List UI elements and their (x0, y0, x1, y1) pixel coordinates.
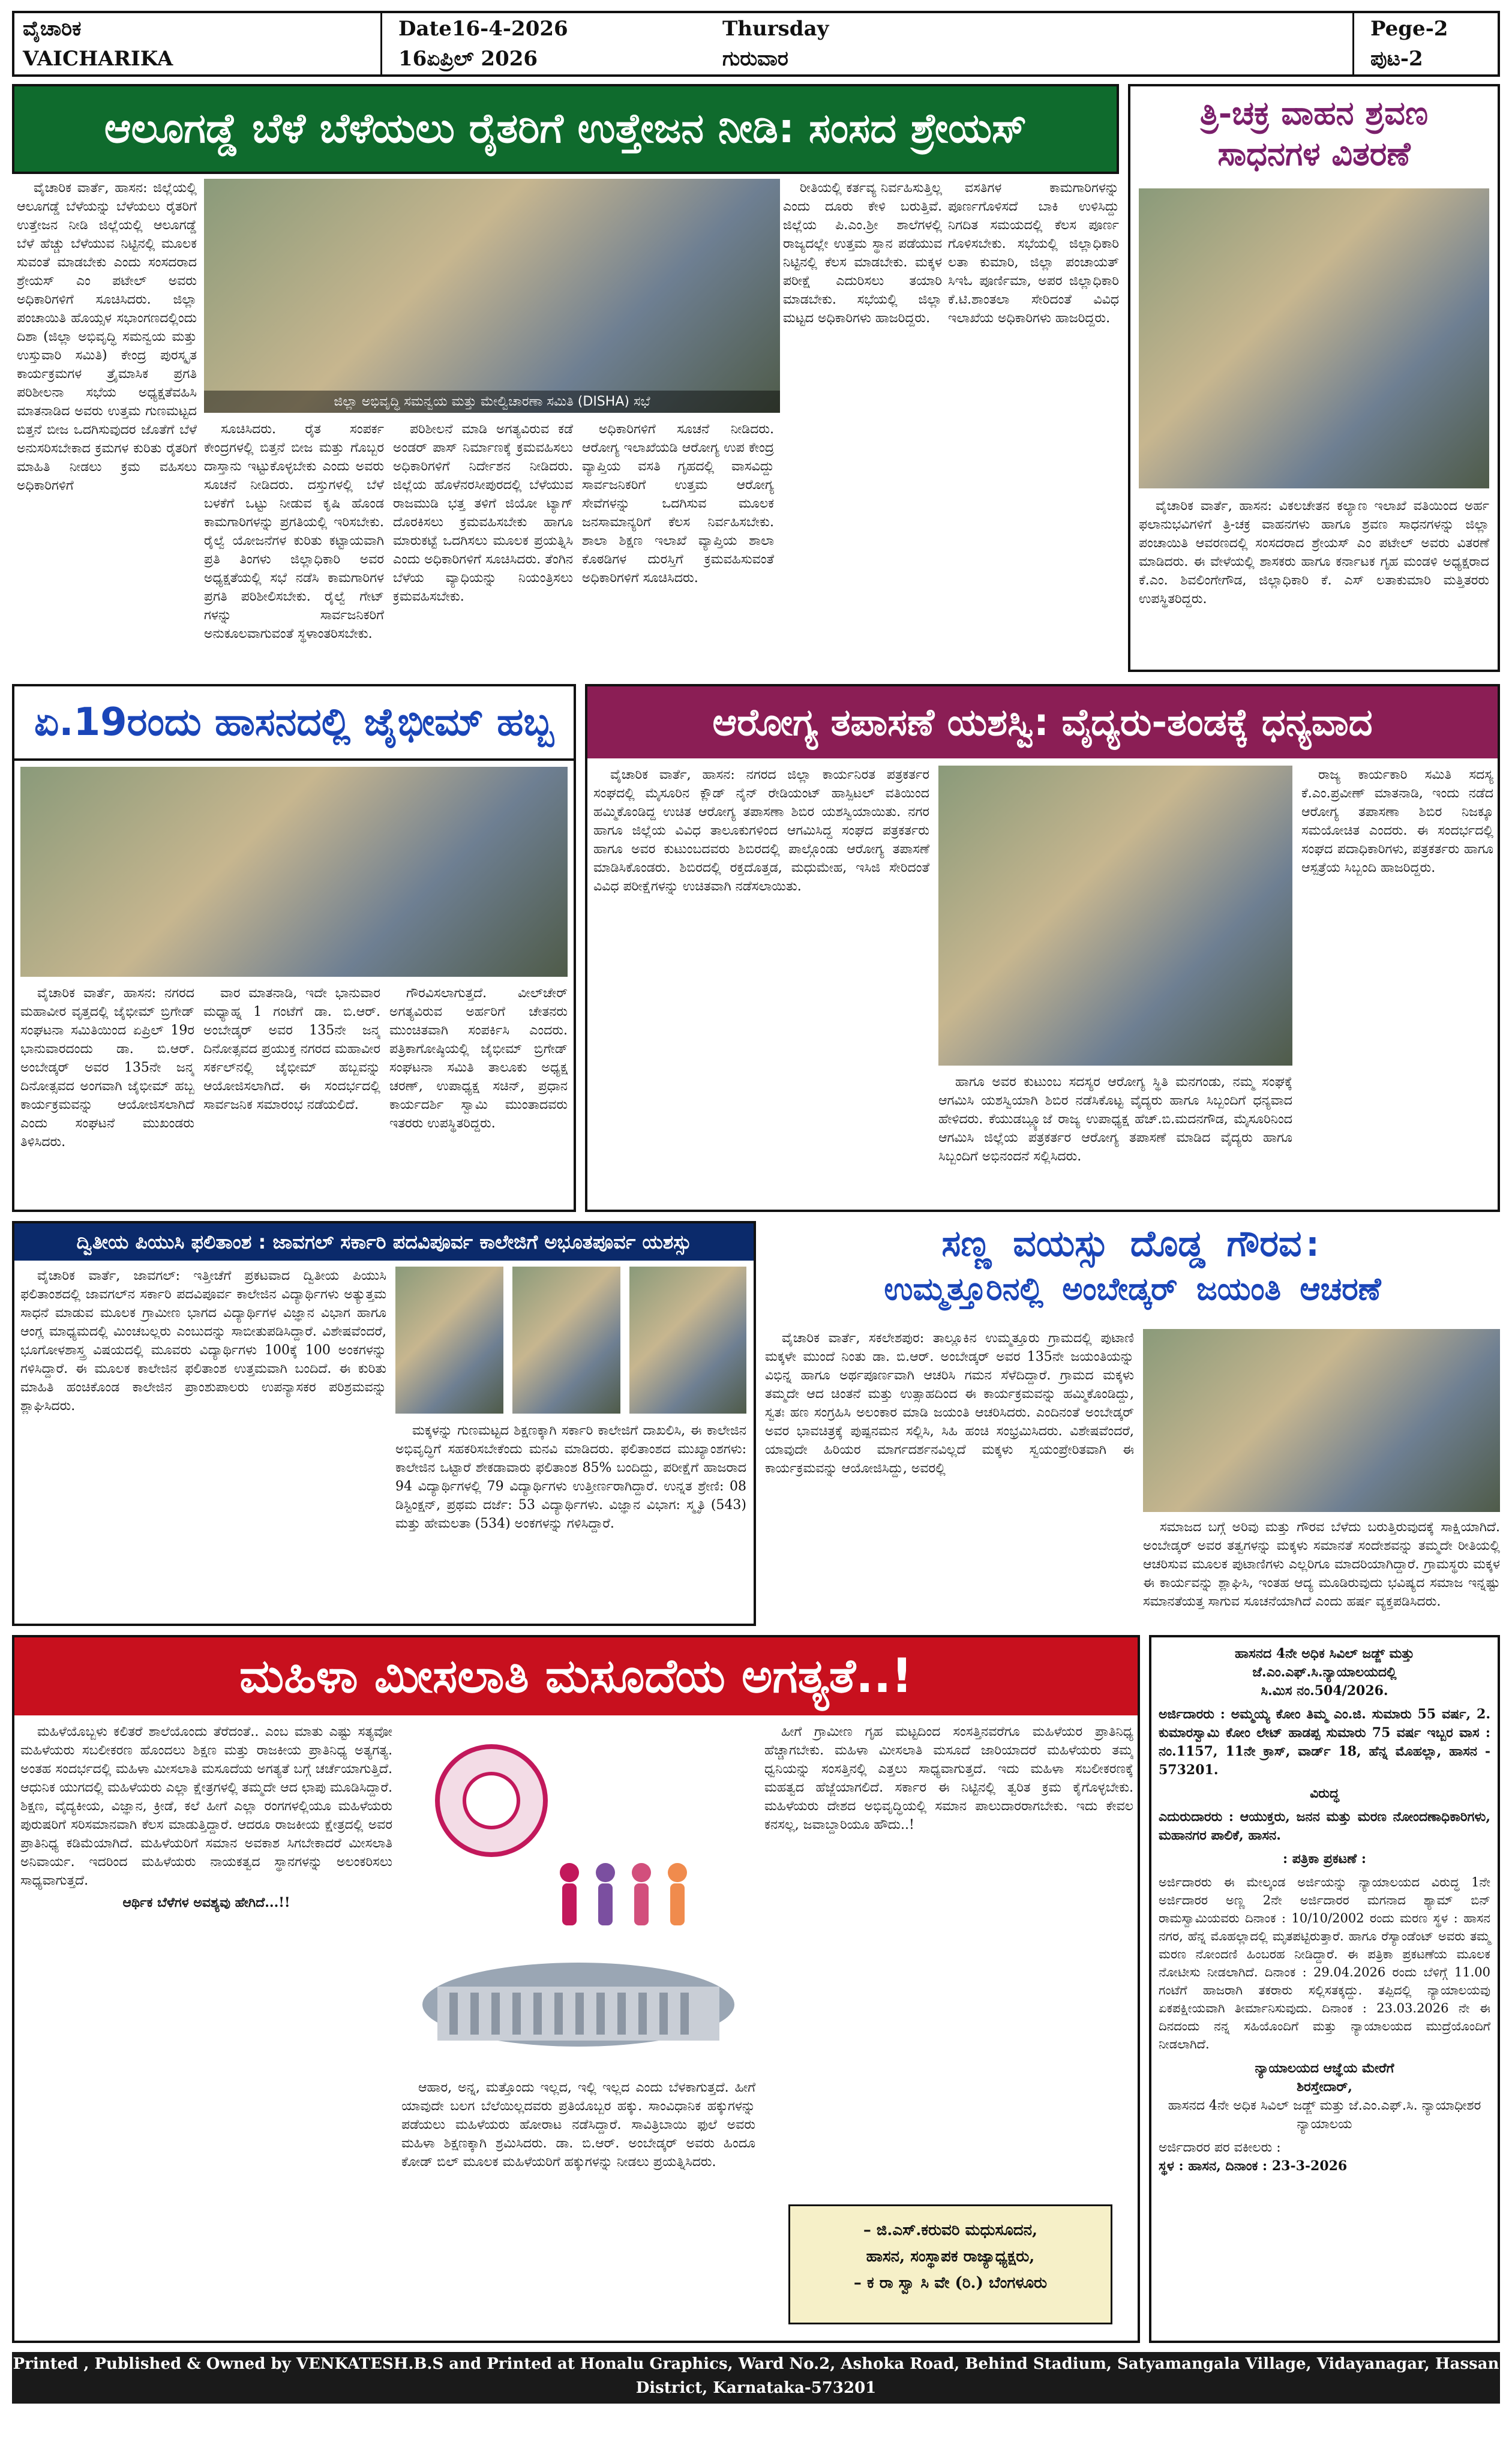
page-number-english: Pege-2 (1370, 17, 1448, 41)
imprint-line2: and Published at House No.155, Ward No.13, Laksmi Nilaya, Vidyuth Nagara , Opposite MCE College , Salagame Road, Hassan-573201, Karnataka. Editor: VENKATESH.B.S (79, 2403, 1433, 2445)
story5-body: ವೈಚಾರಿಕ ವಾರ್ತೆ, ಜಾವಗಲ್: ಇತ್ತೀಚೆಗೆ ಪ್ರಕಟವಾದ ದ್ವಿತೀಯ ಪಿಯುಸಿ ಫಲಿತಾಂಶದಲ್ಲಿ ಜಾವಗಲ್‌ನ ಸರ್ಕಾರಿ ಪದವಿಪೂರ್ವ ಕಾಲೇಜಿನ ವಿದ್ಯಾರ್ಥಿಗಳು ಅತ್ಯುತ್ತಮ ಸಾಧನೆ ಮಾಡುವ ಮೂಲಕ ಗ್ರಾಮೀಣ ಭಾಗದ ವಿದ್ಯಾರ್ಥಿಗಳ ವಿಜ್ಞಾನ ವಿಭಾಗ ಹಾಗೂ ಆಂಗ್ಲ ಮಾಧ್ಯಮದಲ್ಲಿ ಮಿಂಚಬಲ್ಲರು ಎಂಬುದನ್ನು ಸಾಬೀತುಪಡಿಸಿದ್ದಾರೆ. ವಿಶೇಷವೆಂದರೆ, ಭೂಗೋಳಶಾಸ್ತ್ರ ವಿಷಯದಲ್ಲಿ ಮೂವರು ವಿದ್ಯಾರ್ಥಿಗಳು 100ಕ್ಕೆ 100 ಅಂಕಗಳನ್ನು ಗಳಿಸಿದ್ದಾರೆ. ಈ ಮೂಲಕ ಕಾಲೇಜಿನ ಫಲಿತಾಂಶ ಉತ್ತಮವಾಗಿ ಬಂದಿದೆ. ಈ ಕುರಿತು ಮಾಹಿತಿ ಹಂಚಿಕೊಂಡ ಕಾಲೇಜಿನ ಪ್ರಾಂಶುಪಾಲರು ಉಪನ್ಯಾಸಕರ ಪರಿಶ್ರಮವನ್ನು ಶ್ಲಾಘಿಸಿದರು. (20, 1268, 386, 1414)
story3-column-3: ಗೌರವಿಸಲಾಗುತ್ತದೆ. ವೀಲ್‌ಚೇರ್ ಅಗತ್ಯವಿರುವ ಅರ್ಹರಿಗೆ ಚೇತನರು ಮುಂಚಿತವಾಗಿ ಸಂಪರ್ಕಿಸಿ ಎಂದರು. ಪತ್ರಿಕಾಗೋಷ್ಠಿಯಲ್ಲಿ ಜೈಭೀಮ್ ಬ್ರಿಗೇಡ್ ಸಂಘಟನಾ ಸಮಿತಿ ತಾಲೂಕು ಅಧ್ಯಕ್ಷ ಚರಣ್, ಉಪಾಧ್ಯಕ್ಷ ಸಚಿನ್, ಪ್ರಧಾನ ಕಾರ್ಯದರ್ಶಿ ಸ್ವಾಮಿ ಮುಂತಾದವರು ಇತರರು ಉಪಸ್ಥಿತರಿದ್ದರು. (389, 986, 568, 1131)
applicant-details: ಅರ್ಜಿದಾರರು : ಅಮ್ಮಯ್ಯ ಕೋಂ ತಿಮ್ಮ ಎಂ.ಜಿ. ಸುಮಾರು 55 ವರ್ಷ, 2. ಕುಮಾರಸ್ವಾಮಿ ಕೋಂ ಲೇಟ್ ಹಾಡಪ್ಪ ಸುಮಾರು 75 ವರ್ಷ ಇಬ್ಬರ ವಾಸ : ನಂ.1157, 11ನೇ ಕ್ರಾಸ್, ವಾರ್ಡ್ 18, ಹೆನ್ನ ಮೊಹಲ್ಲಾ, ಹಾಸನ - 573201. (1159, 1706, 1490, 1778)
women-symbol-icon (401, 1723, 755, 2071)
disha-meeting-banner: ಜಿಲ್ಲಾ ಅಭಿವೃದ್ಧಿ ಸಮನ್ವಯ ಮತ್ತು ಮೇಲ್ವಿಚಾರಣಾ ಸಮಿತಿ (DISHA) ಸಭೆ (204, 391, 780, 413)
story5-body-2: ಮಕ್ಕಳನ್ನು ಗುಣಮಟ್ಟದ ಶಿಕ್ಷಣಕ್ಕಾಗಿ ಸರ್ಕಾರಿ ಕಾಲೇಜಿಗೆ ದಾಖಲಿಸಿ, ಈ ಕಾಲೇಜಿನ ಅಭಿವೃದ್ಧಿಗೆ ಸಹಕರಿಸಬೇಕೆಂದು ಮನವಿ ಮಾಡಿದರು. ಫಲಿತಾಂಶದ ಮುಖ್ಯಾಂಶಗಳು: ಕಾಲೇಜಿನ ಒಟ್ಟಾರೆ ಶೇಕಡಾವಾರು ಫಲಿತಾಂಶ 85% ಬಂದಿದ್ದು, ಪರೀಕ್ಷೆಗೆ ಹಾಜರಾದ 94 ವಿದ್ಯಾರ್ಥಿಗಳಲ್ಲಿ 79 ವಿದ್ಯಾರ್ಥಿಗಳು ಉತ್ತೀರ್ಣರಾಗಿದ್ದಾರೆ. ಉನ್ನತ ಶ್ರೇಣಿ: 08 ಡಿಸ್ಟಿಂಕ್ಷನ್, ಪ್ರಥಮ ದರ್ಜೆ: 53 ವಿದ್ಯಾರ್ಥಿಗಳು. ವಿಜ್ಞಾನ ವಿಭಾಗ: ಸ್ಮೃತಿ (543) ಮತ್ತು ಹೇಮಲತಾ (534) ಅಂಕಗಳನ್ನು ಗಳಿಸಿದ್ದಾರೆ. (395, 1423, 746, 1531)
story6-headline-line2: ಉಮ್ಮತ್ತೂರಿನಲ್ಲಿ ಅಂಬೇಡ್ಕರ್ ಜಯಂತಿ ಆಚರಣೆ (884, 1271, 1381, 1307)
date-kannada: 16ಏಪ್ರಿಲ್ 2026 (398, 47, 538, 71)
date-english: Date16-4-2026 (398, 17, 568, 41)
day-english: Thursday (722, 17, 829, 41)
story7-author-line1: – ಜಿ.ಎಸ್.ಕರುವರಿ ಮಧುಸೂದನ, (863, 2221, 1038, 2239)
case-number: ಸಿ.ಮಿಸ ನಂ.504/2026. (1261, 1683, 1388, 1699)
story7-column-2: ಆಹಾರ, ಅನ್ನ, ಮತ್ತೊಂದು ಇಲ್ಲದ, ಇಲ್ಲಿ ಇಲ್ಲದ ಎಂದು ಬೆಳಕಾಗುತ್ತದೆ. ಹೀಗೆ ಯಾವುದೇ ಬಲಗ ಬೆಲೆಯಿಲ್ಲದವರು ಪ್ರತಿಯೊಬ್ಬರ ಹಕ್ಕು. ಸಾಂವಿಧಾನಿಕ ಹಕ್ಕುಗಳನ್ನು ಪಡೆಯಲು ಮಹಿಳೆಯರು ಹೋರಾಟ ನಡೆಸಿದ್ದಾರೆ. ಸಾವಿತ್ರಿಬಾಯಿ ಫುಲೆ ಅವರು ಮಹಿಳಾ ಶಿಕ್ಷಣಕ್ಕಾಗಿ ಶ್ರಮಿಸಿದರು. ಡಾ. ಬಿ.ಆರ್. ಅಂಬೇಡ್ಕರ್ ಅವರು ಹಿಂದೂ ಕೋಡ್ ಬಿಲ್ ಮೂಲಕ ಮಹಿಳೆಯರಿಗೆ ಹಕ್ಕುಗಳನ್ನು ನೀಡಲು ಪ್ರಯತ್ನಿಸಿದರು. (401, 2080, 755, 2170)
story7-author-box (788, 2204, 1112, 2324)
story2-headline-line1: ತ್ರಿ-ಚಕ್ರ ವಾಹನ ಶ್ರವಣ (1199, 94, 1429, 132)
story1-column-1: ವೈಚಾರಿಕ ವಾರ್ತೆ, ಹಾಸನ: ಜಿಲ್ಲೆಯಲ್ಲಿ ಆಲೂಗಡ್ಡೆ ಬೆಳೆಯನ್ನು ಬೆಳೆಯಲು ರೈತರಿಗೆ ಉತ್ತೇಜನ ನೀಡಿ ಜಿಲ್ಲೆಯಲ್ಲಿ ಆಲೂಗಡ್ಡೆ ಬೆಳೆ ಹೆಚ್ಚು ಬೆಳೆಯುವ ನಿಟ್ಟಿನಲ್ಲಿ ಮೂಲಕ ಸುವಂತೆ ಮಾಡಬೇಕು ಎಂದು ಸಂಸದರಾದ ಶ್ರೇಯಸ್ ಎಂ ಪಟೇಲ್ ಅವರು ಅಧಿಕಾರಿಗಳಿಗೆ ಸೂಚಿಸಿದರು. ಜಿಲ್ಲಾ ಪಂಚಾಯಿತಿ ಹೊಯ್ಸಳ ಸಭಾಂಗಣದಲ್ಲಿಂದು ದಿಶಾ (ಜಿಲ್ಲಾ ಅಭಿವೃದ್ಧಿ ಸಮನ್ವಯ ಮತ್ತು ಉಸ್ತುವಾರಿ ಸಮಿತಿ) ಕೇಂದ್ರ ಪುರಸ್ಕೃತ ಕಾರ್ಯಕ್ರಮಗಳ ತ್ರೈಮಾಸಿಕ ಪ್ರಗತಿ ಪರಿಶೀಲನಾ ಸಭೆಯ ಅಧ್ಯಕ್ಷತೆವಹಿಸಿ ಮಾತನಾಡಿದ ಅವರು ಉತ್ತಮ ಗುಣಮಟ್ಟದ ಬಿತ್ತನೆ ಬೀಜ ಒದಗಿಸುವುದರ ಜೊತೆಗೆ ಬೆಳೆ ಅನುಸರಿಸಬೇಕಾದ ಕ್ರಮಗಳ ಕುರಿತು ರೈತರಿಗೆ ಮಾಹಿತಿ ನೀಡಲು ಕ್ರಮ ವಹಿಸಲು ಅಧಿಕಾರಿಗಳಿಗೆ (17, 181, 197, 493)
story6-body-2: ಸಮಾಜದ ಬಗ್ಗೆ ಅರಿವು ಮತ್ತು ಗೌರವ ಬೆಳೆದು ಬರುತ್ತಿರುವುದಕ್ಕೆ ಸಾಕ್ಷಿಯಾಗಿದೆ. ಅಂಬೇಡ್ಕರ್ ಅವರ ತತ್ವಗಳನ್ನು ಮಕ್ಕಳು ಸಮಾನತೆ ಸಂದೇಶವನ್ನು ತಮ್ಮದೇ ರೀತಿಯಲ್ಲಿ ಆಚರಿಸುವ ಮೂಲಕ ಪುಟಾಣಿಗಳು ಎಲ್ಲರಿಗೂ ಮಾದರಿಯಾಗಿದ್ದಾರೆ. ಗ್ರಾಮಸ್ಥರು ಮಕ್ಕಳ ಈ ಕಾರ್ಯವನ್ನು ಶ್ಲಾಘಿಸಿ, ಇಂತಹ ಆದ್ಯ ಮೂಡಿರುವುದು ಭವಿಷ್ಯದ ಸಮಾಜ ಇನ್ನಷ್ಟು ಸಮಾನತೆಯತ್ತ ಸಾಗುವ ಸೂಚನೆಯಾಗಿದೆ ಎಂದು ಹರ್ಷ ವ್ಯಕ್ತಪಡಿಸಿದರು. (1143, 1520, 1500, 1609)
story7-column-1: ಮಹಿಳೆಯೊಬ್ಬಳು ಕಲಿತರೆ ಶಾಲೆಯೊಂದು ತೆರೆದಂತೆ.. ಎಂಬ ಮಾತು ಎಷ್ಟು ಸತ್ಯವೋ ಮಹಿಳೆಯರು ಸಬಲೀಕರಣ ಹೊಂದಲು ಶಿಕ್ಷಣ ಮತ್ತು ರಾಜಕೀಯ ಪ್ರಾತಿನಿಧ್ಯ ಅತ್ಯಗತ್ಯ. ಅಂತಹ ಸಂದರ್ಭದಲ್ಲಿ ಮಹಿಳಾ ಮೀಸಲಾತಿ ಮಸೂದೆಯ ಅಗತ್ಯತೆ ಬಗ್ಗೆ ಚರ್ಚೆಯಾಗುತ್ತಿದೆ. ಆಧುನಿಕ ಯುಗದಲ್ಲಿ ಮಹಿಳೆಯರು ಎಲ್ಲಾ ಕ್ಷೇತ್ರಗಳಲ್ಲಿ ತಮ್ಮದೇ ಆದ ಛಾಪು ಮೂಡಿಸಿದ್ದಾರೆ. ಶಿಕ್ಷಣ, ವೈದ್ಯಕೀಯ, ವಿಜ್ಞಾನ, ಕ್ರೀಡೆ, ಕಲೆ ಹೀಗೆ ಎಲ್ಲಾ ರಂಗಗಳಲ್ಲಿಯೂ ಮಹಿಳೆಯರು ಪುರುಷರಿಗೆ ಸರಿಸಮಾನವಾಗಿ ಕೆಲಸ ಮಾಡುತ್ತಿದ್ದಾರೆ. ಆದರೂ ರಾಜಕೀಯ ಕ್ಷೇತ್ರದಲ್ಲಿ ಅವರ ಪ್ರಾತಿನಿಧ್ಯ ಕಡಿಮೆಯಾಗಿದೆ. ಮಹಿಳೆಯರಿಗೆ ಸಮಾನ ಅವಕಾಶ ಸಿಗಬೇಕಾದರೆ ಮೀಸಲಾತಿ ಅನಿವಾರ್ಯ. ಇದರಿಂದ ಮಹಿಳೆಯರು ನಾಯಕತ್ವದ ಸ್ಥಾನಗಳನ್ನು ಅಲಂಕರಿಸಲು ಸಾಧ್ಯವಾಗುತ್ತದೆ. ಆರ್ಥಿಕ ಬೆಳೆಗಳ ಅವಶ್ಯವು ಹೇಗಿದೆ...!! (20, 1723, 392, 2338)
story3-column-1: ವೈಚಾರಿಕ ವಾರ್ತೆ, ಹಾಸನ: ನಗರದ ಮಹಾವೀರ ವೃತ್ತದಲ್ಲಿ ಜೈಭೀಮ್ ಬ್ರಿಗೇಡ್ ಸಂಘಟನಾ ಸಮಿತಿಯಿಂದ ಏಪ್ರಿಲ್ 19ರ ಭಾನುವಾರದಂದು ಡಾ. ಬಿ.ಆರ್. ಅಂಬೇಡ್ಕರ್ ಅವರ 135ನೇ ಜನ್ಮ ದಿನೋತ್ಸವದ ಅಂಗವಾಗಿ ಜೈಭೀಮ್ ಹಬ್ಬ ಕಾರ್ಯಕ್ರಮವನ್ನು ಆಯೋಜಿಸಲಾಗಿದೆ ಎಂದು ಸಂಘಟನೆ ಮುಖಂಡರು ತಿಳಿಸಿದರು. (20, 986, 194, 1150)
masthead (12, 11, 1500, 77)
story2-body: ವೈಚಾರಿಕ ವಾರ್ತೆ, ಹಾಸನ: ವಿಕಲಚೇತನ ಕಲ್ಯಾಣ ಇಲಾಖೆ ವತಿಯಿಂದ ಅರ್ಹ ಫಲಾನುಭವಿಗಳಿಗೆ ತ್ರಿ-ಚಕ್ರ ವಾಹನಗಳು ಹಾಗೂ ಶ್ರವಣ ಸಾಧನಗಳನ್ನು ಜಿಲ್ಲಾ ಪಂಚಾಯಿತಿ ಆವರಣದಲ್ಲಿ ಸಂಸದರಾದ ಶ್ರೇಯಸ್ ಎಂ ಪಟೇಲ್ ಅವರು ವಿತರಣೆ ಮಾಡಿದರು. ಈ ವೇಳೆಯಲ್ಲಿ ಶಾಸಕರು ಹಾಗೂ ಕರ್ನಾಟಕ ಗೃಹ ಮಂಡಳಿ ಅಧ್ಯಕ್ಷರಾದ ಕೆ.ಎಂ. ಶಿವಲಿಂಗೇಗೌಡ, ಜಿಲ್ಲಾಧಿಕಾರಿ ಕೆ. ಎಸ್ ಲತಾಕುಮಾರಿ ಮತ್ತಿತರರು ಉಪಸ್ಥಿತರಿದ್ದರು. (1139, 499, 1489, 607)
story7-column-3: ಹೀಗೆ ಗ್ರಾಮೀಣ ಗೃಹ ಮಟ್ಟದಿಂದ ಸಂಸತ್ತಿನವರೆಗೂ ಮಹಿಳೆಯರ ಪ್ರಾತಿನಿಧ್ಯ ಹೆಚ್ಚಾಗಬೇಕು. ಮಹಿಳಾ ಮೀಸಲಾತಿ ಮಸೂದೆ ಜಾರಿಯಾದರೆ ಮಹಿಳೆಯರು ತಮ್ಮ ಧ್ವನಿಯನ್ನು ಸಂಸತ್ತಿನಲ್ಲಿ ಎತ್ತಲು ಸಾಧ್ಯವಾಗುತ್ತದೆ. ಇದು ಮಹಿಳಾ ಸಬಲೀಕರಣಕ್ಕೆ ಮಹತ್ವದ ಹೆಜ್ಜೆಯಾಗಲಿದೆ. ಸರ್ಕಾರ ಈ ನಿಟ್ಟಿನಲ್ಲಿ ತ್ವರಿತ ಕ್ರಮ ಕೈಗೊಳ್ಳಬೇಕು. ಮಹಿಳೆಯರು ದೇಶದ ಅಭಿವೃದ್ಧಿಯಲ್ಲಿ ಸಮಾನ ಪಾಲುದಾರರಾಗಬೇಕು. ಇದು ಕೇವಲ ಕನಸಲ್ಲ, ಜವಾಬ್ದಾರಿಯೂ ಹೌದು..! (764, 1724, 1133, 1832)
jaibhim-press-meet-photo (20, 767, 568, 977)
story5-headline: ದ್ವಿತೀಯ ಪಿಯುಸಿ ಫಲಿತಾಂಶ : ಜಾವಗಲ್ ಸರ್ಕಾರಿ ಪದವಿಪೂರ್ವ ಕಾಲೇಜಿಗೆ ಅಭೂತಪೂರ್ವ ಯಶಸ್ಸು (14, 1223, 754, 1261)
imprint-footer (12, 2352, 1500, 2445)
brand-kannada: ವೈಚಾರಿಕ (23, 17, 82, 41)
tricycle-distribution-photo (1139, 188, 1489, 488)
story7-author-line3: – ಕ ರಾ ಸ್ವಾ ಸಿ ವೇ (ರಿ.) ಬೆಂಗಳೂರು (853, 2274, 1048, 2292)
advocate-label: ಅರ್ಜಿದಾರರ ಪರ ವಕೀಲರು : (1159, 2140, 1281, 2155)
versus-label: ವಿರುದ್ಧ (1310, 1786, 1339, 1801)
story1-column-4: ಅಧಿಕಾರಿಗಳಿಗೆ ಸೂಚನೆ ನೀಡಿದರು. ಆರೋಗ್ಯ ಇಲಾಖೆಯಡಿ ಆರೋಗ್ಯ ಉಪ ಕೇಂದ್ರ ವ್ಯಾಪ್ತಿಯ ವಸತಿ ಗೃಹದಲ್ಲಿ ವಾಸವಿದ್ದು ಸಾರ್ವಜನಿಕರಿಗೆ ಉತ್ತಮ ಆರೋಗ್ಯ ಸೇವೆಗಳನ್ನು ಒದಗಿಸುವ ಮೂಲಕ ಜನಸಾಮಾನ್ಯರಿಗೆ ಕೆಲಸ ನಿರ್ವಹಿಸಬೇಕು. ಶಾಲಾ ಶಿಕ್ಷಣ ಇಲಾಖೆ ವ್ಯಾಪ್ತಿಯ ಶಾಲಾ ಕೊಠಡಿಗಳ ದುರಸ್ತಿಗೆ ಕ್ರಮವಹಿಸುವಂತೆ ಅಧಿಕಾರಿಗಳಿಗೆ ಸೂಚಿಸಿದರು. (582, 422, 774, 586)
imprint-line1: Printed , Published & Owned by VENKATESH.B.S and Printed at Honalu Graphics, Ward No.2, Ashoka Road, Behind Stadium, Satyamangala Village, Vidayanagar, Hassan District, Karnataka-573201 (13, 2355, 1499, 2397)
story6-headline (765, 1221, 1500, 1312)
day-kannada: ಗುರುವಾರ (722, 47, 788, 71)
story3-column-2: ವಾರ ಮಾತನಾಡಿ, ಇದೇ ಭಾನುವಾರ ಮಧ್ಯಾಹ್ನ 1 ಗಂಟೆಗೆ ಡಾ. ಬಿ.ಆರ್. ಅಂಬೇಡ್ಕರ್ ಅವರ 135ನೇ ಜನ್ಮ ದಿನೋತ್ಸವದ ಪ್ರಯುಕ್ತ ನಗರದ ಮಹಾವೀರ ಸರ್ಕಲ್‌ನಲ್ಲಿ ಜೈಭೀಮ್ ಹಬ್ಬವನ್ನು ಆಯೋಜಿಸಲಾಗಿದೆ. ಈ ಸಂದರ್ಭದಲ್ಲಿ ಸಾರ್ವಜನಿಕ ಸಮಾರಂಭ ನಡೆಯಲಿದೆ. (203, 986, 380, 1112)
student-photo-2 (512, 1267, 620, 1414)
respondent-details: ಎದುರುದಾರರು : ಆಯುಕ್ತರು, ಜನನ ಮತ್ತು ಮರಣ ನೋಂದಣಾಧಿಕಾರಿಗಳು, ಮಹಾನಗರ ಪಾಲಿಕೆ, ಹಾಸನ. (1159, 1809, 1490, 1843)
story6-headline-line1: ಸಣ್ಣ ವಯಸ್ಸು ದೊಡ್ಡ ಗೌರವ: (941, 1223, 1324, 1265)
story2-headline-line2: ಸಾಧನಗಳ ವಿತರಣೆ (1217, 134, 1411, 173)
story2-box (1128, 84, 1500, 672)
story5-box (12, 1221, 756, 1626)
story4-column-2: ಹಾಗೂ ಅವರ ಕುಟುಂಬ ಸದಸ್ಯರ ಆರೋಗ್ಯ ಸ್ಥಿತಿ ಮನಗಂಡು, ನಮ್ಮ ಸಂಘಕ್ಕೆ ಆಗಮಿಸಿ ಯಶಸ್ವಿಯಾಗಿ ಶಿಬಿರ ನಡೆಸಿಕೊಟ್ಟ ವೈದ್ಯರು ಹಾಗೂ ಸಿಬ್ಬಂದಿಗೆ ಧನ್ಯವಾದ ಹೇಳಿದರು. ಕೆಯುಡಬ್ಲ್ಯೂಜೆ ರಾಜ್ಯ ಉಪಾಧ್ಯಕ್ಷ ಹೆಚ್.ಬಿ.ಮದನಗೌಡ, ಮೈಸೂರಿನಿಂದ ಆಗಮಿಸಿ ಜಿಲ್ಲೆಯ ಪತ್ರಕರ್ತರ ಆರೋಗ್ಯ ತಪಾಸಣೆ ಮಾಡಿದ ವೈದ್ಯರು ಹಾಗೂ ಸಿಬ್ಬಂದಿಗೆ ಅಭಿನಂದನೆ ಸಲ್ಲಿಸಿದರು. (938, 1075, 1292, 1164)
story1-column-6: ವಸತಿಗಳ ಕಾಮಗಾರಿಗಳನ್ನು ಪೂರ್ಣಗೊಳಿಸದೆ ಬಾಕಿ ಉಳಿಸಿದ್ದು ನಿಗದಿತ ಸಮಯದಲ್ಲಿ ಕೆಲಸ ಪೂರ್ಣ ಗೊಳಿಸಬೇಕು. ಸಭೆಯಲ್ಲಿ ಜಿಲ್ಲಾಧಿಕಾರಿ ಲತಾ ಕುಮಾರಿ, ಜಿಲ್ಲಾ ಪಂಚಾಯತ್ ಸಿಇಓ ಪೂರ್ಣಿಮಾ, ಅಪರ ಜಿಲ್ಲಾಧಿಕಾರಿ ಕೆ.ಟಿ.ಶಾಂತಲಾ ಸೇರಿದಂತೆ ವಿವಿಧ ಇಲಾಖೆಯ ಅಧಿಕಾರಿಗಳು ಹಾಜರಿದ್ದರು. (948, 181, 1119, 326)
story7-box (12, 1635, 1140, 2343)
disha-meeting-photo (204, 179, 780, 413)
story4-column-1: ವೈಚಾರಿಕ ವಾರ್ತೆ, ಹಾಸನ: ನಗರದ ಜಿಲ್ಲಾ ಕಾರ್ಯನಿರತ ಪತ್ರಕರ್ತರ ಸಂಘದಲ್ಲಿ ಮೈಸೂರಿನ ಕ್ಲೌಡ್ ನೈನ್ ರೇಡಿಯಂಟ್ ಹಾಸ್ಪಿಟಲ್ ವತಿಯಿಂದ ಹಮ್ಮಿಕೊಂಡಿದ್ದ ಉಚಿತ ಆರೋಗ್ಯ ತಪಾಸಣಾ ಶಿಬಿರ ಯಶಸ್ವಿಯಾಯಿತು. ನಗರ ಹಾಗೂ ಜಿಲ್ಲೆಯ ವಿವಿಧ ತಾಲೂಕುಗಳಿಂದ ಆಗಮಿಸಿದ್ದ ಸಂಘದ ಪತ್ರಕರ್ತರು ಹಾಗೂ ಅವರ ಕುಟುಂಬದವರು ಶಿಬಿರದಲ್ಲಿ ಪಾಲ್ಗೊಂಡು ಆರೋಗ್ಯ ತಪಾಸಣೆ ಮಾಡಿಸಿಕೊಂಡರು. ಶಿಬಿರದಲ್ಲಿ ರಕ್ತದೊತ್ತಡ, ಮಧುಮೇಹ, ಇಸಿಜಿ ಸೇರಿದಂತೆ ವಿವಿಧ ಪರೀಕ್ಷೆಗಳನ್ನು ಉಚಿತವಾಗಿ ನಡೆಸಲಾಯಿತು. (593, 767, 929, 894)
health-camp-photo (938, 766, 1292, 1066)
signatory-court: ಹಾಸನದ 4ನೇ ಅಧಿಕ ಸಿವಿಲ್ ಜಡ್ಜ್ ಮತ್ತು ಜೆ.ಎಂ.ಎಫ್.ಸಿ. ನ್ಯಾಯಾಧೀಶರ ನ್ಯಾಯಾಲಯ (1168, 2098, 1481, 2132)
student-photo-3 (629, 1267, 746, 1414)
story4-headline: ಆರೋಗ್ಯ ತಪಾಸಣೆ ಯಶಸ್ವಿ: ವೈದ್ಯರು-ತಂಡಕ್ಕೆ ಧನ್ಯವಾದ (587, 686, 1498, 758)
signatory: ಶಿರಸ್ತೇದಾರ್, (1297, 2079, 1352, 2095)
story1-column-2: ಸೂಚಿಸಿದರು. ರೈತ ಸಂಪರ್ಕ ಕೇಂದ್ರಗಳಲ್ಲಿ ಬಿತ್ತನೆ ಬೀಜ ಮತ್ತು ಗೊಬ್ಬರ ದಾಸ್ತಾನು ಇಟ್ಟುಕೊಳ್ಳಬೇಕು ಎಂದು ಅವರು ಸೂಚನೆ ನೀಡಿದರು. ದಸ್ತುಗಳಲ್ಲಿ ಬೆಳೆ ಬಳಕೆಗೆ ಒಟ್ಟು ನೀಡುವ ಕೃಷಿ ಹೊಂಡ ಕಾಮಗಾರಿಗಳನ್ನು ಪ್ರಗತಿಯಲ್ಲಿ ಇರಿಸಬೇಕು. ರೈಲ್ವೆ ಯೋಜನೆಗಳ ಕುರಿತು ಕಟ್ಟಾಯವಾಗಿ ಪ್ರತಿ ತಿಂಗಳು ಜಿಲ್ಲಾಧಿಕಾರಿ ಅವರ ಅಧ್ಯಕ್ಷತೆಯಲ್ಲಿ ಸಭೆ ನಡೆಸಿ ಕಾಮಗಾರಿಗಳ ಪ್ರಗತಿ ಪರಿಶೀಲಿಸಬೇಕು. ರೈಲ್ವೆ ಗೇಟ್ ಗಳನ್ನು ಸಾರ್ವಜನಿಕರಿಗೆ ಅನುಕೂಲವಾಗುವಂತೆ ಸ್ಥಳಾಂತರಿಸಬೇಕು. (204, 422, 384, 641)
notice-title: : ಪತ್ರಿಕಾ ಪ್ರಕಟಣೆ : (1283, 1851, 1366, 1867)
page-number-kannada: ಪುಟ-2 (1370, 47, 1423, 71)
story7-subhead: ಆರ್ಥಿಕ ಬೆಳೆಗಳ ಅವಶ್ಯವು ಹೇಗಿದೆ...!! (122, 1895, 290, 1910)
story4-column-3: ರಾಜ್ಯ ಕಾರ್ಯಕಾರಿ ಸಮಿತಿ ಸದಸ್ಯ ಕೆ.ಎಂ.ಪ್ರವೀಣ್ ಮಾತನಾಡಿ, ಇಂದು ನಡೆದ ಆರೋಗ್ಯ ತಪಾಸಣಾ ಶಿಬಿರ ನಿಜಕ್ಕೂ ಸಮಯೋಚಿತ ಎಂದರು. ಈ ಸಂದರ್ಭದಲ್ಲಿ ಸಂಘದ ಪದಾಧಿಕಾರಿಗಳು, ಪತ್ರಕರ್ತರು ಹಾಗೂ ಆಸ್ಪತ್ರೆಯ ಸಿಬ್ಬಂದಿ ಹಾಜರಿದ್ದರು. (1301, 767, 1493, 875)
story3-headline: ಏ.19ರಂದು ಹಾಸನದಲ್ಲಿ ಜೈಭೀಮ್ ಹಬ್ಬ (14, 686, 574, 761)
story7-author-line2: ಹಾಸನ, ಸಂಸ್ಥಾಪಕ ರಾಜ್ಯಾಧ್ಯಕ್ಷರು, (866, 2248, 1035, 2266)
story3-box (12, 684, 576, 1212)
story7-headline: ಮಹಿಳಾ ಮೀಸಲಾತಿ ಮಸೂದೆಯ ಅಗತ್ಯತೆ..! (14, 1637, 1138, 1715)
story6-body: ವೈಚಾರಿಕ ವಾರ್ತೆ, ಸಕಲೇಶಪುರ: ತಾಲ್ಲೂಕಿನ ಉಮ್ಮತ್ತೂರು ಗ್ರಾಮದಲ್ಲಿ ಪುಟಾಣಿ ಮಕ್ಕಳೇ ಮುಂದೆ ನಿಂತು ಡಾ. ಬಿ.ಆರ್. ಅಂಬೇಡ್ಕರ್ ಅವರ 135ನೇ ಜಯಂತಿಯನ್ನು ವಿಭಿನ್ನ ಹಾಗೂ ಅರ್ಥಪೂರ್ಣವಾಗಿ ಆಚರಿಸಿ ಗಮನ ಸೆಳೆದಿದ್ದಾರೆ. ಗ್ರಾಮದ ಮಕ್ಕಳು ತಮ್ಮದೇ ಆದ ಚಿಂತನೆ ಮತ್ತು ಉತ್ಸಾಹದಿಂದ ಈ ಕಾರ್ಯಕ್ರಮವನ್ನು ಹಮ್ಮಿಕೊಂಡಿದ್ದು, ಸ್ವತಃ ಹಣ ಸಂಗ್ರಹಿಸಿ ಅಲಂಕಾರ ಮಾಡಿ ಜಯಂತಿ ಆಚರಿಸಿದರು. ಎಂದಿನಂತೆ ಅಂಬೇಡ್ಕರ್ ಅವರ ಭಾವಚಿತ್ರಕ್ಕೆ ಪುಷ್ಪನಮನ ಸಲ್ಲಿಸಿ, ಸಿಹಿ ಹಂಚಿ ಸಂಭ್ರಮಿಸಿದರು. ವಿಶೇಷವೆಂದರೆ, ಯಾವುದೇ ಹಿರಿಯರ ಮಾರ್ಗದರ್ಶನವಿಲ್ಲದೆ ಮಕ್ಕಳು ಸ್ವಯಂಪ್ರೇರಿತವಾಗಿ ಈ ಕಾರ್ಯಕ್ರಮವನ್ನು ಆಯೋಜಿಸಿದ್ದು, ಅವರಲ್ಲಿ (765, 1331, 1134, 1476)
brand-english: VAICHARIKA (23, 47, 173, 71)
notice-body: ಅರ್ಜಿದಾರರು ಈ ಮೇಲ್ಕಂಡ ಅರ್ಜಿಯನ್ನು ನ್ಯಾಯಾಲಯದ ವಿರುದ್ಧ 1ನೇ ಅರ್ಜಿದಾರರ ಅಣ್ಣ 2ನೇ ಅರ್ಜಿದಾರರ ಮಗನಾದ ಶ್ಯಾಮ್ ಬಿನ್ ರಾಮಸ್ವಾಮಿಯವರು ದಿನಾಂಕ : 10/10/2002 ರಂದು ಮರಣ ಸ್ಥಳ : ಹಾಸನ ನಗರ, ಹೆನ್ನ ಮೊಹಲ್ಲಾದಲ್ಲಿ ಮೃತಪಟ್ಟಿರುತ್ತಾರೆ. ಹಾಗೂ ರೆಸ್ಯಾಂಡೆಂಟ್ ಅವರು ತಮ್ಮ ಮರಣ ನೋಂದಣಿ ಹಿಂಬರಹ ನೀಡಿದ್ದಾರೆ. ಈ ಪತ್ರಿಕಾ ಪ್ರಕಟಣೆಯ ಮೂಲಕ ನೋಟೀಸು ನೀಡಲಾಗಿದೆ. ದಿನಾಂಕ : 29.04.2026 ರಂದು ಬೆಳಿಗ್ಗೆ 11.00 ಗಂಟೆಗೆ ಹಾಜರಾಗಿ ತಕರಾರು ಸಲ್ಲಿಸತಕ್ಕದ್ದು. ತಪ್ಪಿದಲ್ಲಿ ನ್ಯಾಯಾಲಯವು ಏಕಪಕ್ಷೀಯವಾಗಿ ತೀರ್ಮಾನಿಸುವುದು. ದಿನಾಂಕ : 23.03.2026 ನೇ ಈ ದಿನದಂದು ನನ್ನ ಸಹಿಯೊಂದಿಗೆ ಮತ್ತು ನ್ಯಾಯಾಲಯದ ಮುದ್ರೆಯೊಂದಿಗೆ ನೀಡಲಾಗಿದೆ. (1159, 1875, 1490, 2051)
story4-box (585, 684, 1500, 1212)
story1-headline: ಆಲೂಗಡ್ಡೆ ಬೆಳೆ ಬೆಳೆಯಲು ರೈತರಿಗೆ ಉತ್ತೇಜನ ನೀಡಿ: ಸಂಸದ ಶ್ರೇಯಸ್ (12, 84, 1119, 174)
story1-column-3: ಪರಿಶೀಲನೆ ಮಾಡಿ ಅಗತ್ಯವಿರುವ ಕಡೆ ಅಂಡರ್ ಪಾಸ್ ನಿರ್ಮಾಣಕ್ಕೆ ಕ್ರಮವಹಿಸಲು ಅಧಿಕಾರಿಗಳಿಗೆ ನಿರ್ದೇಶನ ನೀಡಿದರು. ಜಿಲ್ಲೆಯ ಹೊಳೆನರಸೀಪುರದಲ್ಲಿ ಬೆಳೆಯುವ ರಾಜಮುಡಿ ಭತ್ತ ತಳಿಗೆ ಜಿಯೋ ಟ್ಯಾಗ್ ದೊರಕಿಸಲು ಕ್ರಮವಹಿಸಬೇಕು ಹಾಗೂ ಮಾರುಕಟ್ಟೆ ಒದಗಿಸಲು ಮೂಲಕ ಪ್ರಯತ್ನಿಸಿ ಎಂದು ಅಧಿಕಾರಿಗಳಿಗೆ ಸೂಚಿಸಿದರು. ತೆಂಗಿನ ಬೆಳೆಯ ವ್ಯಾಧಿಯನ್ನು ನಿಯಂತ್ರಿಸಲು ಕ್ರಮವಹಿಸಬೇಕು. (393, 422, 573, 604)
court-order-line: ನ್ಯಾಯಾಲಯದ ಆಜ್ಞೆಯ ಮೇರೆಗೆ (1255, 2060, 1394, 2076)
student-photo-1 (395, 1267, 503, 1414)
ambedkar-jayanthi-children-photo (1143, 1329, 1500, 1512)
court-name-line1: ಹಾಸನದ 4ನೇ ಅಧಿಕ ಸಿವಿಲ್ ಜಡ್ಜ್ ಮತ್ತು (1235, 1646, 1414, 1661)
women-reservation-illustration (401, 1723, 755, 2071)
story6-box (765, 1221, 1500, 1626)
court-notice (1149, 1635, 1500, 2343)
place-and-date: ಸ್ಥಳ : ಹಾಸನ, ದಿನಾಂಕ : 23-3-2026 (1159, 2158, 1348, 2174)
court-name-line2: ಜೆ.ಎಂ.ಎಫ್.ಸಿ.ನ್ಯಾಯಾಲಯದಲ್ಲಿ (1252, 1664, 1397, 1680)
story2-headline (1130, 92, 1498, 174)
story1-column-5: ರೀತಿಯಲ್ಲಿ ಕರ್ತವ್ಯ ನಿರ್ವಹಿಸುತ್ತಿಲ್ಲ ಎಂದು ದೂರು ಕೇಳಿ ಬರುತ್ತಿವೆ. ಜಿಲ್ಲೆಯ ಪಿ.ಎಂ.ಶ್ರೀ ಶಾಲೆಗಳಲ್ಲಿ ರಾಜ್ಯದಲ್ಲೇ ಉತ್ತಮ ಸ್ಥಾನ ಪಡೆಯುವ ನಿಟ್ಟಿನಲ್ಲಿ ಕೆಲಸ ಮಾಡಬೇಕು. ಮಕ್ಕಳ ಪರೀಕ್ಷೆ ಎದುರಿಸಲು ತಯಾರಿ ಮಾಡಬೇಕು. ಸಭೆಯಲ್ಲಿ ಜಿಲ್ಲಾ ಮಟ್ಟದ ಅಧಿಕಾರಿಗಳು ಹಾಜರಿದ್ದರು. (783, 181, 942, 326)
